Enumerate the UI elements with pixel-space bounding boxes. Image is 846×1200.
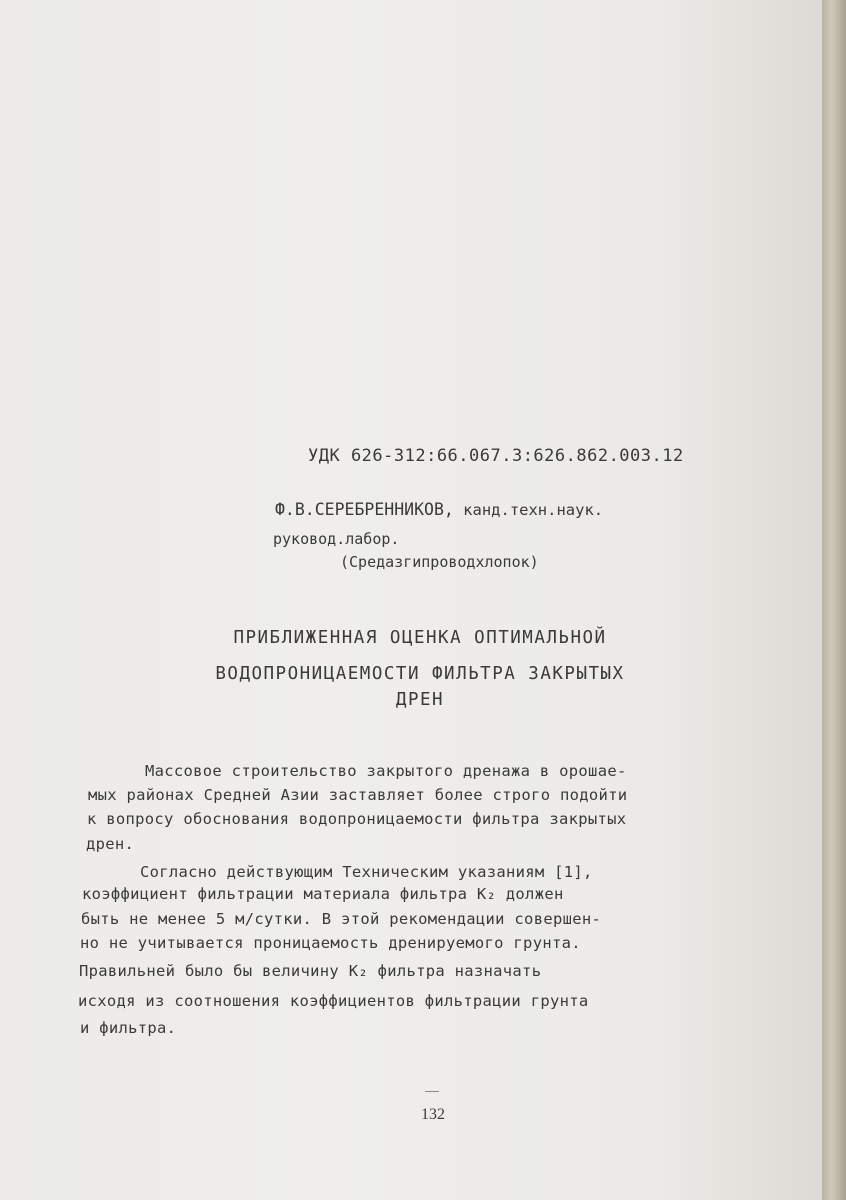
title-line-1: ПРИБЛИЖЕННАЯ ОЦЕНКА ОПТИМАЛЬНОЙ (233, 628, 607, 648)
title-line-3: ДРЕН (395, 690, 445, 710)
body-line: Массовое строительство закрытого дренажа в орошае- (145, 762, 627, 780)
udc-code: УДК 626-312:66.067.3:626.862.003.12 (308, 446, 684, 466)
page-number-divider (425, 1091, 439, 1092)
title-line-2: ВОДОПРОНИЦАЕМОСТИ ФИЛЬТРА ЗАКРЫТЫХ (215, 664, 625, 684)
body-line: Согласно действующим Техническим указаниям [1], (140, 863, 593, 881)
author-name: Ф.В.СЕРЕБРЕННИКОВ, (275, 500, 454, 519)
body-line: и фильтра. (80, 1019, 177, 1037)
body-line: исходя из соотношения коэффициентов фильтрации грунта (78, 992, 589, 1010)
body-line: коэффициент фильтрации материала фильтра K₂ должен (82, 885, 564, 903)
author-degree: канд.техн.наук. (463, 501, 604, 519)
author-line (275, 500, 603, 519)
author-organization: (Средазгипроводхлопок) (340, 553, 539, 571)
body-line: быть не менее 5 м/сутки. В этой рекомендации совершен- (81, 910, 602, 928)
book-edge (822, 0, 846, 1200)
body-line: Правильней было бы величину K₂ фильтра назначать (79, 962, 542, 980)
author-position: руковод.лабор. (273, 530, 400, 548)
page-number: 132 (421, 1106, 445, 1123)
body-line: но не учитывается проницаемость дренируемого грунта. (80, 934, 581, 952)
body-line: к вопросу обоснования водопроницаемости фильтра закрытых (87, 810, 627, 828)
body-line: мых районах Средней Азии заставляет более строго подойти (88, 786, 628, 804)
body-line: дрен. (86, 835, 135, 853)
